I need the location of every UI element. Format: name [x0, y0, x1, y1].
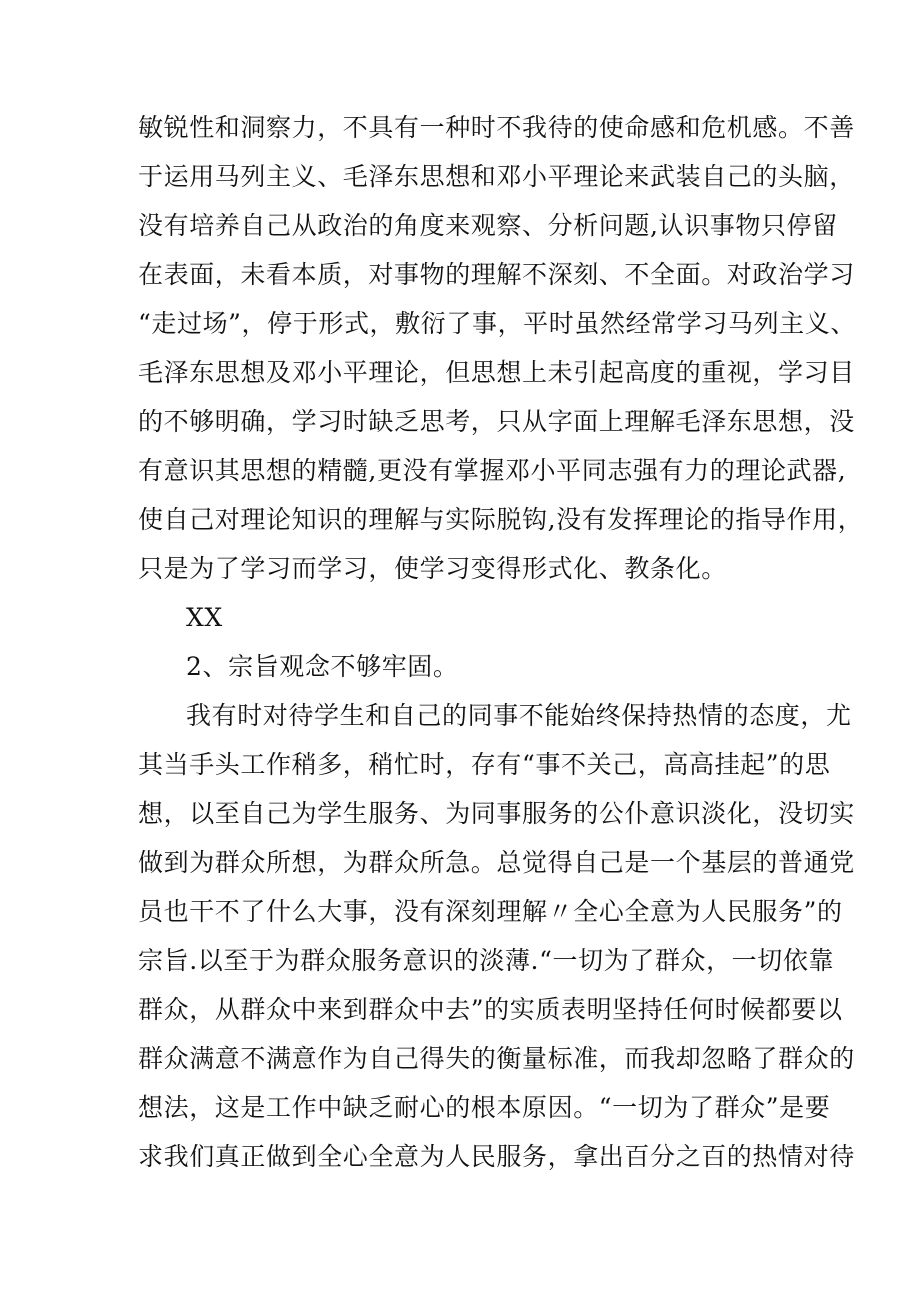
- section-marker: XX: [186, 603, 223, 632]
- text-line: 宗旨.以至于为群众服务意识的淡薄.“一切为了群众，一切依靠: [138, 946, 835, 975]
- text-line: 没有培养自己从政治的角度来观察、分析问题,认识事物只停留: [138, 211, 838, 240]
- text-line: 其当手头工作稍多，稍忙时，存有“事不关己，高高挂起”的思: [138, 750, 831, 779]
- text-line: 群众，从群众中来到群众中去”的实质表明坚持任何时候都要以: [138, 995, 843, 1024]
- text-line: 毛泽东思想及邓小平理论，但思想上未引起高度的重视，学习目: [138, 358, 855, 387]
- text-line: 的不够明确，学习时缺乏思考，只从字面上理解毛泽东思想，没: [138, 407, 855, 436]
- text-line: 做到为群众所想，为群众所急。总觉得自己是一个基层的普通党: [138, 848, 855, 877]
- text-line: 员也干不了什么大事，没有深刻理解〃全心全意为人民服务”的: [138, 897, 843, 926]
- text-line: 使自己对理论知识的理解与实际脱钩,没有发挥理论的指导作用，: [138, 505, 864, 534]
- text-line: 想，以至自己为学生服务、为同事服务的公仆意识淡化，没切实: [138, 799, 855, 828]
- text-line: 求我们真正做到全心全意为人民服务，拿出百分之百的热情对待: [138, 1142, 855, 1171]
- text-line: 只是为了学习而学习，使学习变得形式化、教条化。: [138, 554, 727, 583]
- section-heading: 2、宗旨观念不够牢固。: [186, 652, 459, 681]
- paragraph-first-line: 我有时对待学生和自己的同事不能始终保持热情的态度，尤: [186, 701, 852, 730]
- text-line: 在表面，未看本质，对事物的理解不深刻、不全面。对政治学习: [138, 260, 855, 289]
- text-line: 于运用马列主义、毛泽东思想和邓小平理论来武装自己的头脑，: [138, 162, 855, 191]
- text-line: 群众满意不满意作为自己得失的衡量标准，而我却忽略了群众的: [138, 1044, 855, 1073]
- text-line: 有意识其思想的精髓,更没有掌握邓小平同志强有力的理论武器,: [138, 456, 847, 485]
- text-line: 想法，这是工作中缺乏耐心的根本原因。“一切为了群众”是要: [138, 1093, 831, 1122]
- text-line: 敏锐性和洞察力，不具有一种时不我待的使命感和危机感。不善: [138, 113, 855, 142]
- text-line: “走过场”，停于形式，敷衍了事，平时虽然经常学习马列主义、: [138, 309, 856, 338]
